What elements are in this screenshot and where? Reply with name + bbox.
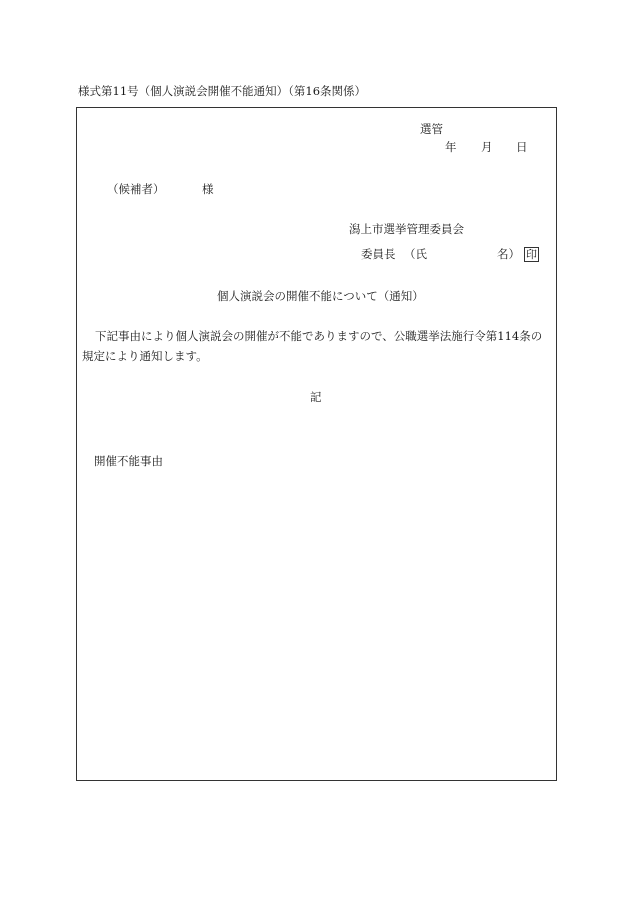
sender-name-close: 名） bbox=[497, 247, 520, 261]
honorific: 様 bbox=[202, 182, 214, 196]
notice-form-frame bbox=[76, 107, 557, 781]
document-number-label: 選管 bbox=[420, 122, 443, 136]
sender-organization: 潟上市選挙管理委員会 bbox=[349, 222, 464, 236]
seal-mark: 印 bbox=[526, 248, 537, 261]
body-line-2: 規定により通知します。 bbox=[82, 349, 208, 363]
note-heading: 記 bbox=[310, 390, 322, 404]
date-year-label: 年 bbox=[445, 140, 457, 154]
sender-title: 委員長 bbox=[361, 247, 396, 261]
form-caption: 様式第11号（個人演説会開催不能通知）（第16条関係） bbox=[78, 84, 367, 98]
date-month-label: 月 bbox=[481, 140, 493, 154]
date-day-label: 日 bbox=[516, 140, 528, 154]
sender-name-open: （氏 bbox=[404, 247, 427, 261]
candidate-label: （候補者） bbox=[107, 182, 165, 196]
reason-label: 開催不能事由 bbox=[94, 454, 163, 468]
body-line-1: 下記事由により個人演説会の開催が不能でありますので、公職選挙法施行令第114条の bbox=[95, 329, 543, 343]
notice-subject: 個人演説会の開催不能について（通知） bbox=[217, 289, 424, 303]
